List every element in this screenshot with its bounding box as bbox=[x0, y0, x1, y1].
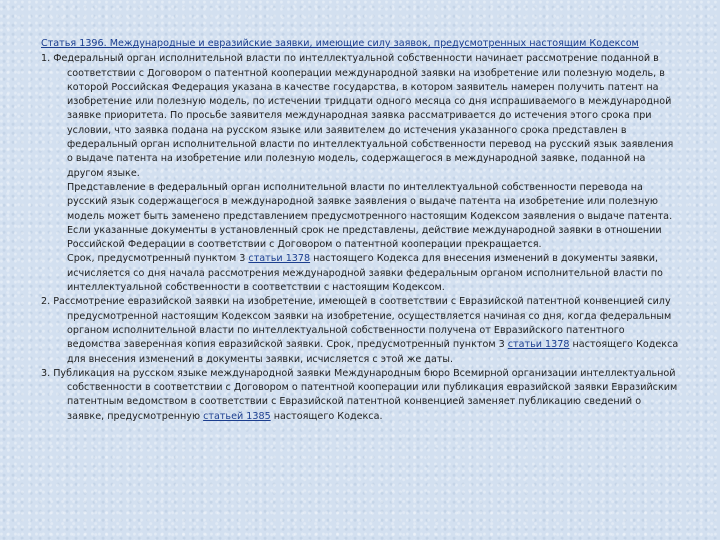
paragraph-2-before: 2. Рассмотрение евразийской заявки на изобретение, имеющей в соответствии с Евразийской патентной конвенцией силу предусмотренной настоящим Кодексом заявки на изобретение, осуществляется начиная со дня, когда федеральным органом исполнительной власти по интеллектуальной собственности получена от Евразийского патентного ведомства заверенная копия евразийской заявки. Срок, предусмотренный пунктом 3 bbox=[41, 296, 672, 351]
paragraph-1-text: 1. Федеральный орган исполнительной власти по интеллектуальной собственности начинает рассмотрение поданной в соответствии с Договором о патентной кооперации международной заявки на изобретение или полезную модель, в которой Российская Федерация указана в качестве государства, в котором заявитель намерен получить патент на изобретение или полезную модель, по истечении тридцати одного месяца со дня испрашиваемого в международной заявке приоритета. По просьбе заявителя международная заявка рассматривается до истечения этого срока при условии, что заявка подана на русском языке или заявителем до истечения указанного срока представлен в федеральный орган исполнительной власти по интеллектуальной собственности перевод на русский язык заявления о выдаче патента на изобретение или полезную модель, содержащегося в международной заявке, поданной на другом языке. bbox=[41, 53, 674, 179]
article-body bbox=[41, 37, 681, 424]
paragraph-1-sub-2: Если указанные документы в установленный срок не представлены, действие международной заявки в отношении Российской Федерации в соответствии с Договором о патентной кооперации прекращается. bbox=[67, 224, 662, 251]
link-article-1378[interactable]: статьи 1378 bbox=[248, 253, 311, 265]
paragraph-1 bbox=[41, 52, 681, 181]
paragraph-1-sub-3 bbox=[41, 252, 681, 295]
link-article-1385[interactable]: статьей 1385 bbox=[203, 410, 271, 422]
paragraph-1-sub-3-before: Срок, предусмотренный пунктом 3 bbox=[67, 253, 249, 265]
paragraph-3-after: настоящего Кодекса. bbox=[270, 410, 383, 422]
article-title[interactable]: Статья 1396. Международные и евразийские заявки, имеющие силу заявок, предусмотренных настоящим Кодексом bbox=[41, 38, 639, 49]
paragraph-1-sub-3-after: настоящего Кодекса для внесения изменений в документы заявки, исчисляется со дня начала рассмотрения международной заявки федеральным органом исполнительной власти по интеллектуальной собственности в соответствии с настоящим Кодексом. bbox=[67, 253, 663, 294]
paragraph-1-sub-1: Представление в федеральный орган исполнительной власти по интеллектуальной собственности перевода на русский язык содержащегося в международной заявке заявления о выдаче патента на изобретение или полезную модель может быть заменено представлением предусмотренного настоящим Кодексом заявления о выдаче патента. bbox=[67, 181, 673, 222]
paragraph-3-before: 3. Публикация на русском языке международной заявки Международным бюро Всемирной организации интеллектуальной собственности в соответствии с Договором о патентной кооперации или публикация евразийской заявки Евразийским патентным ведомством в соответствии с Евразийской патентной конвенцией заменяет публикацию сведений о заявке, предусмотренную bbox=[41, 367, 678, 422]
paragraph-3 bbox=[41, 367, 681, 424]
paragraph-2-after: настоящего Кодекса для внесения изменений в документы заявки, исчисляется с этой же даты. bbox=[67, 339, 679, 365]
paragraph-2 bbox=[41, 295, 681, 366]
link-article-1378-second[interactable]: статьи 1378 bbox=[507, 339, 570, 351]
